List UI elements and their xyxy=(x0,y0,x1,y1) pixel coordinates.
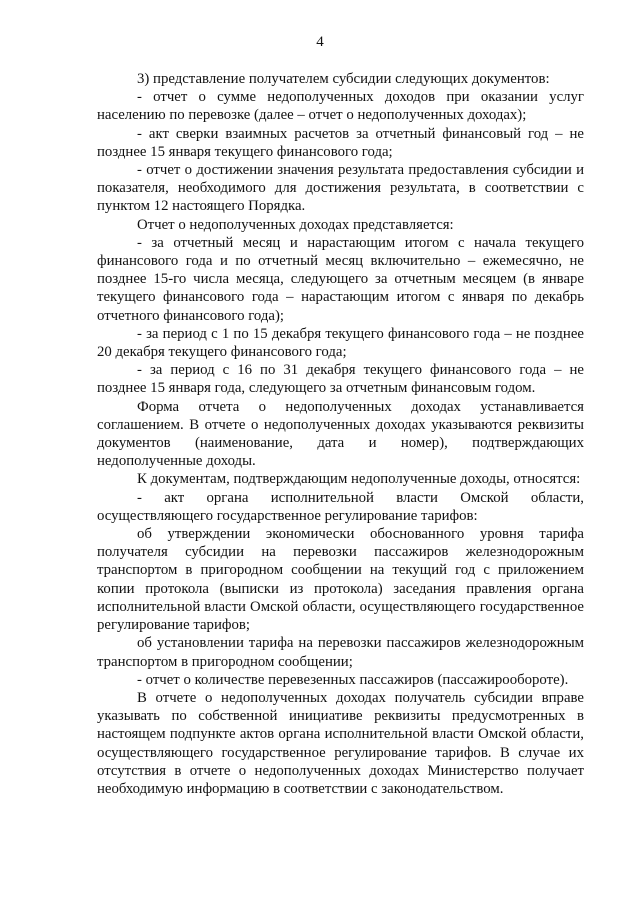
paragraph-5: Отчет о недополученных доходах представляется: xyxy=(137,216,454,233)
paragraph-8: - за период с 16 по 31 декабря текущего финансового года – не позднее 15 января года, следующего за отчетным финансовым годом. xyxy=(97,362,584,397)
paragraph-7: - за период с 1 по 15 декабря текущего финансового года – не позднее 20 декабря текущего финансового года; xyxy=(97,325,584,361)
paragraph-10: К документам, подтверждающим недополученные доходы, относятся: xyxy=(137,471,581,488)
document-body xyxy=(97,70,584,798)
paragraph-9: Форма отчета о недополученных доходах устанавливается соглашением. В отчете о недополученных доходах указываются реквизиты документов (наименование, дата и номер), подтверждающих недополученные доходы. xyxy=(97,398,584,470)
paragraph-2: - отчет о сумме недополученных доходов при оказании услуг населению по перевозке (далее – отчет о недополученных доходах); xyxy=(97,89,584,124)
paragraph-14: - отчет о количестве перевезенных пассажиров (пассажирообороте). xyxy=(137,671,569,688)
paragraph-1: 3) представление получателем субсидии следующих документов: xyxy=(137,71,550,87)
paragraph-3: - акт сверки взаимных расчетов за отчетный финансовый год – не позднее 15 января текущего финансового года; xyxy=(97,125,584,160)
paragraph-15: В отчете о недополученных доходах получатель субсидии вправе указывать по собственной инициативе реквизиты предусмотренных в настоящем подпункте актов органа исполнительной власти Омской области, осуществляющего государственное регулирование тарифов. В случае их отсутствия в отчете о недополученных доходах Министерство получает необходимую информацию в соответствии с законодательством. xyxy=(97,689,584,797)
paragraph-4: - отчет о достижении значения результата предоставления субсидии и показателя, необходимого для достижения результата, в соответствии с пунктом 12 настоящего Порядка. xyxy=(97,162,584,215)
page-number: 4 xyxy=(316,34,324,50)
paragraph-13: об установлении тарифа на перевозки пассажиров железнодорожным транспортом в пригородном сообщении; xyxy=(97,635,584,670)
paragraph-11: - акт органа исполнительной власти Омской области, осуществляющего государственное регулирование тарифов: xyxy=(97,489,584,524)
paragraph-12: об утверждении экономически обоснованного уровня тарифа получателя субсидии на перевозки пассажиров железнодорожным транспортом в пригородном сообщении на текущий год с приложением копии протокола (выписки из протокола) заседания правления органа исполнительной власти Омской области, осуществляющего государственное регулирование тарифов; xyxy=(97,526,584,634)
paragraph-6: - за отчетный месяц и нарастающим итогом с начала текущего финансового года и по отчетный месяц включительно – ежемесячно, не позднее 15-го числа месяца, следующего за отчетным месяцем (в январе текущего финансового года – нарастающим итогом с января по декабрь отчетного финансового года); xyxy=(97,234,584,324)
